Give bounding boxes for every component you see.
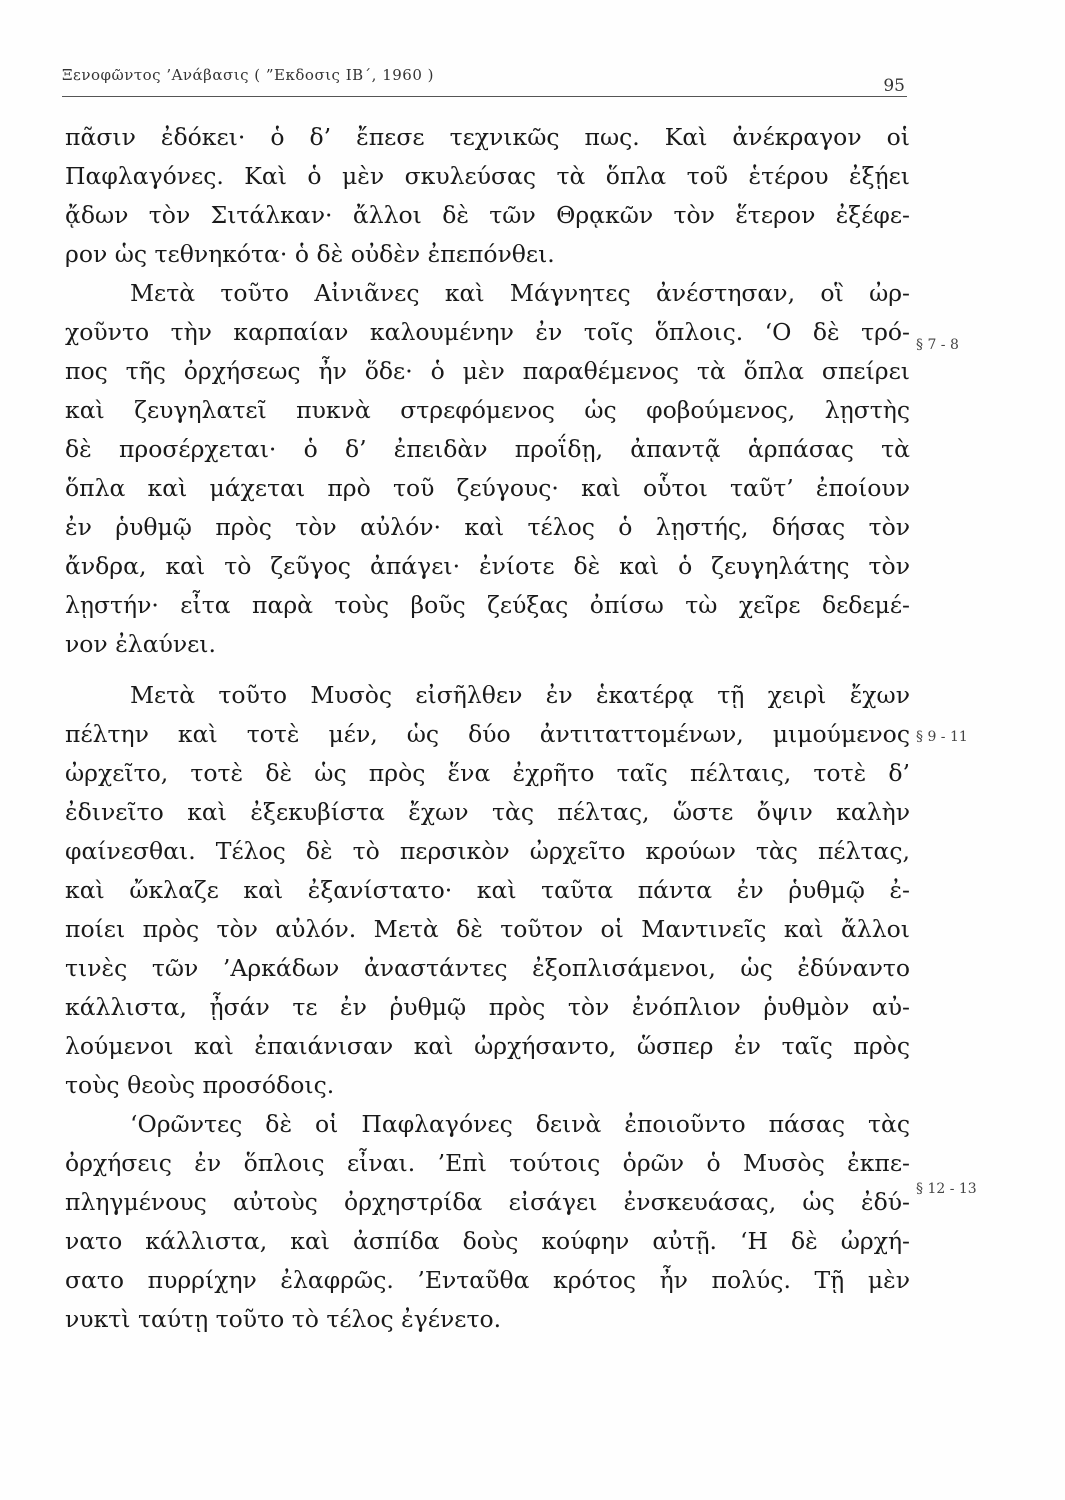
- text-line: ἐδινεῖτο καὶ ἐξεκυβίστα ἔχων τὰς πέλτας, ὥστε ὄψιν καλὴν: [65, 798, 910, 826]
- text-line: ὅπλα καὶ μάχεται πρὸ τοῦ ζεύγους· καὶ οὗτοι ταῦτ’ ἐποίουν: [65, 474, 910, 502]
- text-line: τινὲς τῶν ’Αρκάδων ἀναστάντες ἐξοπλισάμενοι, ὡς ἐδύναντο: [65, 954, 910, 982]
- paragraph-gap: [65, 664, 910, 676]
- paragraph-2: [65, 274, 910, 664]
- paragraph-1: [65, 118, 910, 274]
- text-line: πος τῆς ὀρχήσεως ἦν ὅδε· ὁ μὲν παραθέμενος τὰ ὅπλα σπείρει: [65, 357, 910, 385]
- running-title: Ξενοφῶντος ’Ανάβασις ( ”Εκδοσις ΙΒ΄, 1960 ): [62, 66, 435, 84]
- text-line: σατο πυρρίχην ἐλαφρῶς. ’Ενταῦθα κρότος ἦν πολύς. Τῇ μὲν: [65, 1266, 910, 1294]
- text-line: ‘Ορῶντες δὲ οἱ Παφλαγόνες δεινὰ ἐποιοῦντο πάσας τὰς: [130, 1110, 910, 1138]
- text-line: ὠρχεῖτο, τοτὲ δὲ ὡς πρὸς ἕνα ἐχρῆτο ταῖς πέλταις, τοτὲ δ’: [65, 759, 910, 787]
- text-line: ὀρχήσεις ἐν ὅπλοις εἶναι. ’Επὶ τούτοις ὁρῶν ὁ Μυσὸς ἐκπε-: [65, 1149, 910, 1177]
- text-line: πέλτην καὶ τοτὲ μέν, ὡς δύο ἀντιταττομένων, μιμούμενος: [65, 720, 910, 748]
- paragraph-3: [65, 676, 910, 1105]
- margin-section-ref: § 9 - 11: [916, 729, 968, 745]
- text-line: ποίει πρὸς τὸν αὐλόν. Μετὰ δὲ τοῦτον οἱ Μαντινεῖς καὶ ἄλλοι: [65, 915, 910, 943]
- paragraph-4: [65, 1105, 910, 1339]
- text-line: ρον ὡς τεθνηκότα· ὁ δὲ οὐδὲν ἐπεπόνθει.: [65, 240, 555, 268]
- text-line: καὶ ὤκλαζε καὶ ἐξανίστατο· καὶ ταῦτα πάντα ἐν ῥυθμῷ ἐ-: [65, 876, 910, 904]
- text-line: κάλλιστα, ᾖσάν τε ἐν ῥυθμῷ πρὸς τὸν ἐνόπλιον ῥυθμὸν αὐ-: [65, 993, 910, 1021]
- margin-section-ref: § 7 - 8: [916, 337, 959, 353]
- text-line: χοῦντο τὴν καρπαίαν καλουμένην ἐν τοῖς ὅπλοις. ‘Ο δὲ τρό-: [65, 318, 910, 346]
- main-text: [65, 118, 910, 1339]
- text-line: ἄνδρα, καὶ τὸ ζεῦγος ἀπάγει· ἐνίοτε δὲ καὶ ὁ ζευγηλάτης τὸν: [65, 552, 910, 580]
- text-line: καὶ ζευγηλατεῖ πυκνὰ στρεφόμενος ὡς φοβούμενος, λῃστὴς: [65, 396, 910, 424]
- header-rule: [62, 96, 907, 97]
- text-line: τοὺς θεοὺς προσόδοις.: [65, 1071, 335, 1099]
- page-number: 95: [883, 76, 905, 96]
- text-line: Παφλαγόνες. Καὶ ὁ μὲν σκυλεύσας τὰ ὅπλα τοῦ ἑτέρου ἐξῄει: [65, 162, 910, 190]
- text-line: Μετὰ τοῦτο Μυσὸς εἰσῆλθεν ἐν ἑκατέρᾳ τῇ χειρὶ ἔχων: [130, 681, 910, 709]
- text-line: νατο κάλλιστα, καὶ ἀσπίδα δοὺς κούφην αὐτῇ. ‘Η δὲ ὠρχή-: [65, 1227, 910, 1255]
- text-line: νυκτὶ ταύτῃ τοῦτο τὸ τέλος ἐγένετο.: [65, 1305, 502, 1333]
- text-line: πᾶσιν ἐδόκει· ὁ δ’ ἔπεσε τεχνικῶς πως. Καὶ ἀνέκραγον οἱ: [65, 123, 910, 151]
- margin-section-ref: § 12 - 13: [916, 1181, 977, 1197]
- text-line: φαίνεσθαι. Τέλος δὲ τὸ περσικὸν ὠρχεῖτο κρούων τὰς πέλτας,: [65, 837, 910, 865]
- text-line: λούμενοι καὶ ἐπαιάνισαν καὶ ὠρχήσαντο, ὥσπερ ἐν ταῖς πρὸς: [65, 1032, 910, 1060]
- text-line: δὲ προσέρχεται· ὁ δ’ ἐπειδὰν προΐδῃ, ἀπαντᾷ ἁρπάσας τὰ: [65, 435, 910, 463]
- text-line: πληγμένους αὐτοὺς ὀρχηστρίδα εἰσάγει ἐνσκευάσας, ὡς ἐδύ-: [65, 1188, 910, 1216]
- text-line: ἐν ῥυθμῷ πρὸς τὸν αὐλόν· καὶ τέλος ὁ λῃστής, δήσας τὸν: [65, 513, 910, 541]
- text-line: Μετὰ τοῦτο Αἰνιᾶνες καὶ Μάγνητες ἀνέστησαν, οἳ ὠρ-: [130, 279, 910, 307]
- text-line: λῃστήν· εἶτα παρὰ τοὺς βοῦς ζεύξας ὀπίσω τὼ χεῖρε δεδεμέ-: [65, 591, 910, 619]
- text-line: νον ἐλαύνει.: [65, 630, 216, 658]
- text-line: ᾄδων τὸν Σιτάλκαν· ἄλλοι δὲ τῶν Θρᾳκῶν τὸν ἕτερον ἐξέφε-: [65, 201, 910, 229]
